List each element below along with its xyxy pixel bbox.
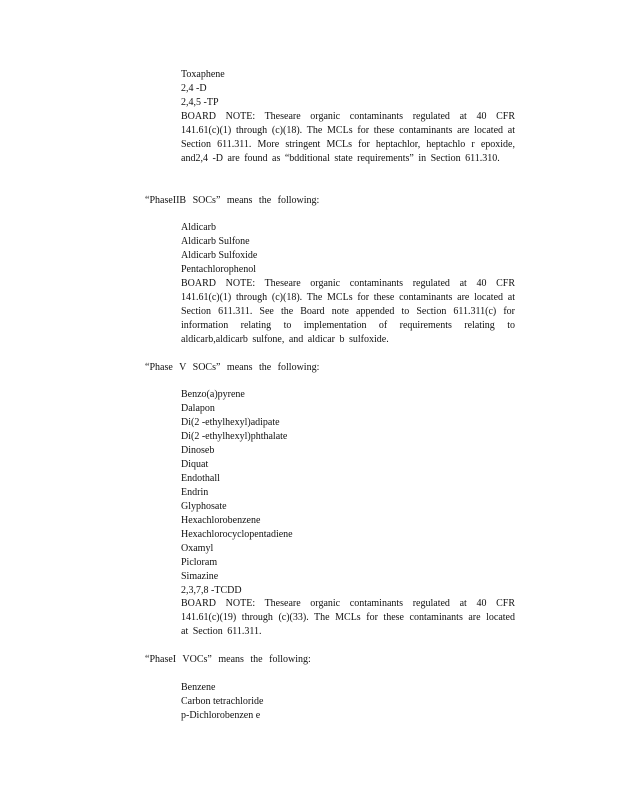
list-item: Endrin xyxy=(181,487,209,498)
list-item: 2,3,7,8 -TCDD xyxy=(181,585,242,596)
contaminant-list-a xyxy=(181,68,517,110)
definition-phase-iib: “PhaseIIB SOCs” means the following: xyxy=(145,195,320,206)
list-item: p-Dichlorobenzen e xyxy=(181,710,261,721)
list-item: 2,4 -D xyxy=(181,83,207,94)
list-item: Di(2 -ethylhexyl)phthalate xyxy=(181,431,288,442)
list-item: Hexachlorocyclopentadiene xyxy=(181,529,293,540)
list-item: 2,4,5 -TP xyxy=(181,97,219,108)
list-item: Oxamyl xyxy=(181,543,214,554)
list-item: Aldicarb Sulfone xyxy=(181,236,250,247)
list-item: Dinoseb xyxy=(181,445,215,456)
list-item: Aldicarb xyxy=(181,222,216,233)
list-item: Hexachlorobenzene xyxy=(181,515,261,526)
list-item: Di(2 -ethylhexyl)adipate xyxy=(181,417,280,428)
list-item: Benzene xyxy=(181,682,216,693)
list-item: Benzo(a)pyrene xyxy=(181,389,245,400)
board-note-phase-v: BOARD NOTE: Theseare organic contaminants regulated at 40 CFR 141.61(c)(19) through (c)(33). The MCLs for these contaminants are located at Section 611.311. xyxy=(181,598,515,637)
list-item: Simazine xyxy=(181,571,219,582)
contaminant-list-phase-i xyxy=(181,681,517,723)
list-item: Aldicarb Sulfoxide xyxy=(181,250,258,261)
list-item: Toxaphene xyxy=(181,69,225,80)
list-item: Glyphosate xyxy=(181,501,227,512)
list-item: Dalapon xyxy=(181,403,215,414)
definition-phase-v: “Phase V SOCs” means the following: xyxy=(145,362,320,373)
list-item: Picloram xyxy=(181,557,218,568)
list-item: Endothall xyxy=(181,473,220,484)
list-item: Carbon tetrachloride xyxy=(181,696,264,707)
contaminant-list-phase-iib xyxy=(181,221,517,277)
definition-phase-i: “PhaseI VOCs” means the following: xyxy=(145,654,311,665)
board-note-a: BOARD NOTE: Theseare organic contaminants regulated at 40 CFR 141.61(c)(1) through (c)(18). The MCLs for these contaminants are located at Section 611.311. More stringent MCLs for heptachlor, heptachlo r epoxide, and2,4 -D are found as “bdditional state requirements” in Section 611.310. xyxy=(181,111,515,164)
list-item: Pentachlorophenol xyxy=(181,264,256,275)
board-note-phase-iib: BOARD NOTE: Theseare organic contaminants regulated at 40 CFR 141.61(c)(1) through (c)(18). The MCLs for these contaminants are located at Section 611.311. See the Board note appended to Section 611.311(c) for information relating to implementation of requirements relating to aldicarb,aldicarb sulfone, and aldicar b sulfoxide. xyxy=(181,278,515,345)
contaminant-list-phase-v xyxy=(181,388,517,598)
list-item: Diquat xyxy=(181,459,209,470)
